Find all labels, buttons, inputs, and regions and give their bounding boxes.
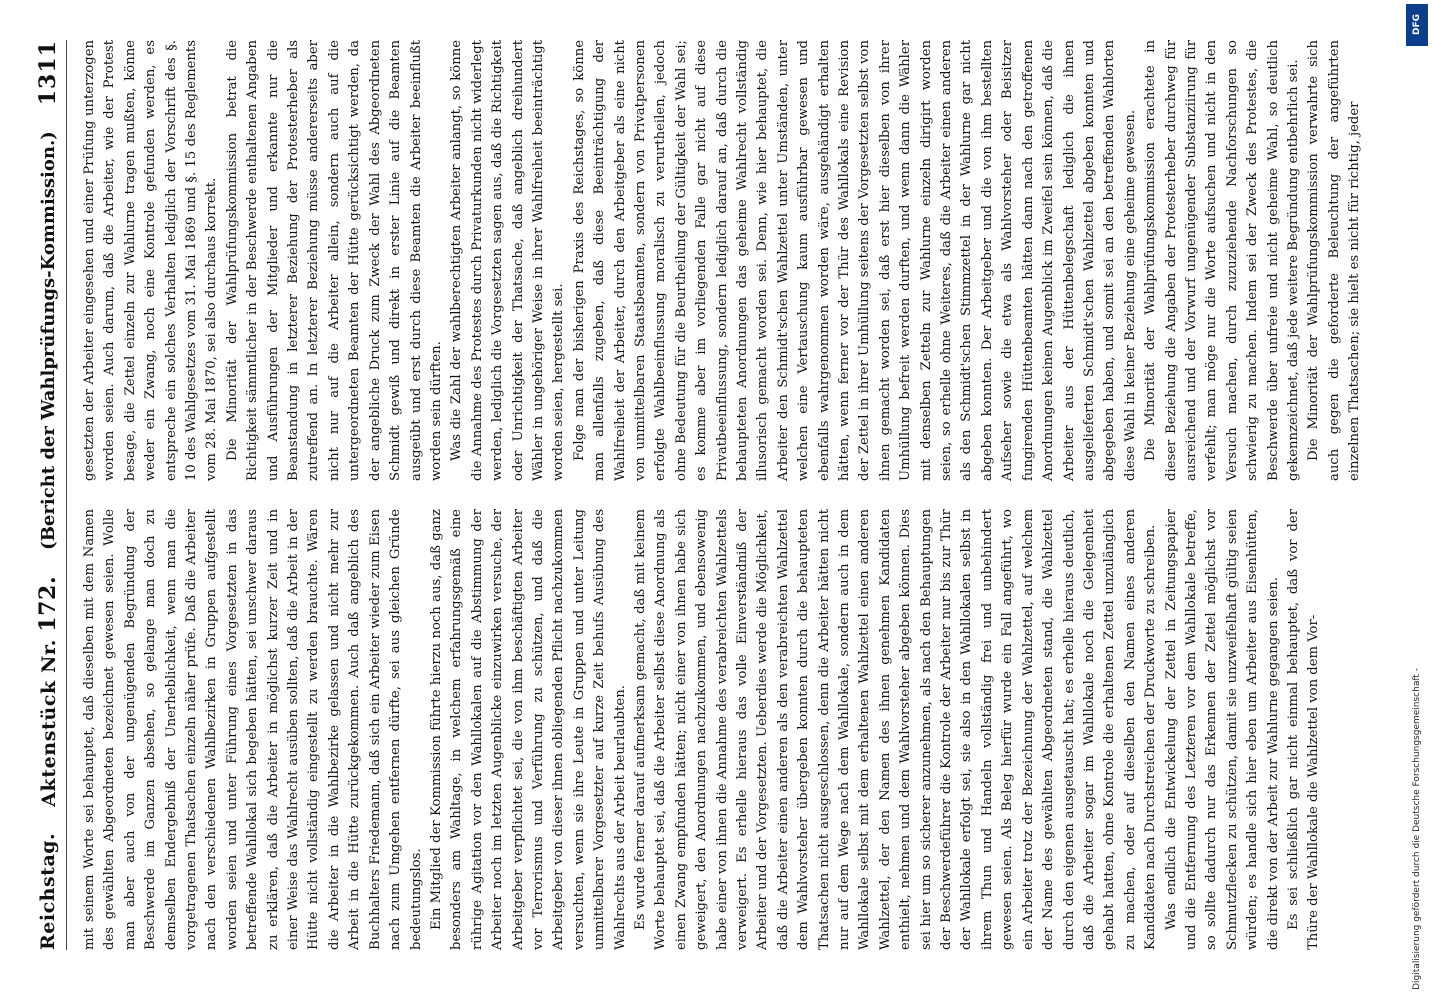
paragraph: gesetzten der Arbeiter eingesehen und einer Prüfung unterzogen worden seien. Auch darum, daß die Arbeiter, wie der Protest besage, die Zettel einzeln zur Wahlurne tragen mußten, könne weder ein Zwang, noch eine Kontrole gefunden werden, es entspreche ein solches Verhalten lediglich der Vorschrift des §. 10 des Wahlgesetzes vom 31. Mai 1869 und §. 15 des Reglements vom 28. Mai 1870, sei also durchaus korrekt. bbox=[82, 40, 220, 481]
column-right bbox=[80, 40, 1363, 481]
dfg-logo-text: DFG bbox=[1412, 14, 1422, 36]
digitization-credit bbox=[1406, 10, 1428, 990]
column-left bbox=[80, 509, 1320, 950]
paragraph: Es sei schließlich gar nicht einmal behauptet, daß vor der Thüre der Wahllokale die Wahlzettel von dem Vor- bbox=[1285, 509, 1322, 950]
paragraph: Ein Mitglied der Kommission führte hierzu noch aus, daß ganz besonders am Wahltage, in welchem erfahrungsgemäß eine rührige Agitation vor den Wahllokalen auf die Abstimmung der Arbeiter noch im letzten Augenblicke einzuwirken versuche, der Arbeitgeber verpflichtet sei, die von ihm beschäftigten Arbeiter vor Terrorismus und Verführung zu schützen, und daß die Arbeitgeber von dieser ihnen obliegenden Pflicht nachzukommen versuchten, wenn sie ihre Leute in Gruppen und unter Leitung unmittelbarer Vorgesetzter auf kurze Zeit behufs Ausübung des Wahlrechts aus der Arbeit beurlaubten. bbox=[428, 509, 628, 950]
page-number: 1311 bbox=[35, 40, 61, 106]
header-aktenstueck bbox=[35, 576, 61, 807]
header-aktenstueck-label: Aktenstück Nr. bbox=[38, 638, 60, 807]
paragraph: Es wurde ferner darauf aufmerksam gemacht, daß mit keinem Worte behauptet sei, daß die Arbeiter selbst diese Anordnung als einen Zwang empfunden hätten; nicht einer von ihnen habe sich geweigert, den Anordnungen nachzukommen, und ebensowenig habe einer von ihnen die Annahme des verabreichten Wahlzettels verweigert. Es erhelle hieraus das volle Einverständniß der Arbeiter und der Vorgesetzten. Ueberdies werde die Möglichkeit, daß die Arbeiter einen anderen als den verabreichten Wahlzettel dem Wahlvorsteher übergeben konnten durch die behaupteten Thatsachen nicht ausgeschlossen, denn die Arbeiter hätten nicht nur auf dem Wege nach dem Wahllokale, sondern auch in dem Wahllokale selbst mit dem erhaltenen Wahlzettel einen anderen Wahlzettel, der den Namen des ihnen genehmen Kandidaten enthielt, nehmen und dem Wahlvorsteher abgeben können. Dies sei hier um so sicherer anzunehmen, als nach den Behauptungen der Beschwerdeführer die Kontrole der Arbeiter nur bis zur Thür der Wahllokale erfolgt sei, sie also in den Wahllokalen selbst in ihrem Thun und Handeln vollständig frei und unbehindert gewesen seien. Als Beleg hierfür wurde ein Fall angeführt, wo ein Arbeiter trotz der Bezeichnung der Wahlzettel, auf welchem der Name des gewählten Abgeordneten stand, die Wahlzettel durch den eigenen ausgetauscht hat; es erhelle hieraus deutlich, daß die Arbeiter sogar im Wahllokale noch die Gelegenheit gehabt hatten, ohne Kontrole die erhaltenen Zettel unzulänglich zu machen, oder auf dieselben den Namen eines anderen Kandidaten nach Durchstreichen der Druckworte zu schreiben. bbox=[632, 509, 1159, 950]
paragraph: Die Minorität der Wahlprüfungskommission betrat die Richtigkeit sämmtlicher in der Beschwerde enthaltenen Angaben und Ausführungen der Mitglieder und erkannte nur die Beanstandung in letzterer Beziehung der Protesterheber als zutreffend an. In letzterer Beziehung müsse andererseits aber nicht nur auf die Arbeiter allein, sondern auch auf die untergeordneten Beamten der Hütte gerücksichtigt werden, da der angebliche Druck zum Zweck der Wahl des Abgeordneten Schmidt gewiß und direkt in erster Linie auf die Beamten ausgeübt und erst durch diese Beamten die Arbeiter beeinflußt worden sein dürften. bbox=[224, 40, 444, 481]
page-header bbox=[30, 40, 67, 950]
header-reichstag: Reichstag. bbox=[37, 832, 59, 950]
paragraph: Die Minorität der Wahlprüfungskommission verwahrte sich auch gegen die geforderte Beleuchtung der angeführten einzelnen Thatsachen; sie hielt es nicht für richtig, jeder bbox=[1306, 40, 1363, 481]
paragraph: Folge man der bisherigen Praxis des Reichstages, so könne man allenfalls zugeben, daß diese Beeinträchtigung der Wahlfreiheit der Arbeiter, durch den Arbeitgeber als eine nicht von unmittelbaren Staatsbeamten, sondern von Privatpersonen erfolgte Wahlbeeinflussung moralisch zu verurtheilen, jedoch ohne Bedeutung für die Beurtheilung der Gültigkeit der Wahl sei; es komme aber im vorliegenden Falle gar nicht auf diese Privatbeeinflussung, sondern lediglich darauf an, daß durch die behaupteten Anordnungen das geheime Wahlrecht vollständig illusorisch gemacht worden sei. Denn, wie hier behauptet, die Arbeiter den Schmidt'schen Wahlzettel unter Umständen, unter welchen eine Vertauschung kaum ausführbar gewesen und ebenfalls wahrgenommen worden wäre, ausgehändigt erhalten hätten, wenn ferner vor der Thür des Wahllokals eine Revision der Zettel in ihrer Umhüllung seitens der Vorgesetzten selbst von ihnen gemacht worden sei, daß erst hier dieselben von ihrer Umhüllung befreit werden durften, und wenn dann die Wähler mit denselben Zetteln zur Wahlurne einzeln dirigirt worden seien, so erhelle ohne Weiteres, daß die Arbeiter einen anderen als den Schmidt'schen Stimmzettel in der Wahlurne gar nicht abgeben konnten. Der Arbeitgeber und die von ihm bestellten Aufseher sowie die etwa als Wahlvorsteher oder Beisitzer fungirenden Hüttenbeamten hätten dann nach den getroffenen Anordnungen keinen Augenblick im Zweifel sein können, daß die Arbeiter aus der Hüttenbelegschaft lediglich die ihnen ausgelieferten Schmidt'schen Wahlzettel abgeben konnten und abgegeben haben, und somit sei an den betreffenden Wahlorten diese Wahl in keiner Beziehung eine geheime gewesen. bbox=[571, 40, 1138, 481]
header-report-title: (Bericht der Wahlprüfungs-Kommission.) bbox=[37, 131, 59, 550]
paragraph: Die Minorität der Wahlprüfungskommission erachtete in dieser Beziehung die Angaben der Protesterheber durchweg für ausreichend und der Vorwurf ungenügender Substanziirung für verfehlt; man möge nur die Worte aufsuchen und nicht in den Versuch machen, durch zuzuziehende Nachforschungen so schwierig zu machen. Indem sei der Zweck des Protestes, die Beschwerde über unfreie und nicht geheime Wahl, so deutlich gekennzeichnet, daß jede weitere Begründung entbehrlich sei. bbox=[1143, 40, 1301, 481]
digitization-credit-text: Digitalisierung gefördert durch die Deutsche Forschungsgemeinschaft - bbox=[1412, 668, 1422, 990]
header-aktenstueck-number: 172. bbox=[35, 575, 61, 632]
text-columns bbox=[80, 40, 1363, 950]
paragraph: Was die Zahl der wahlberechtigten Arbeiter anlangt, so könne die Annahme des Protestes durch Privaturkunden nicht widerlegt werden, lediglich die Vorgesetzten sagen aus, daß die Richtigkeit oder Unrichtigkeit der Thatsache, daß angeblich dreihundert Wähler in ungehöriger Weise in ihrer Wahlfreiheit beeinträchtigt worden seien, hergestellt sei. bbox=[449, 40, 567, 481]
paragraph: Was endlich die Entwickelung der Zettel in Zeitungspapier und die Entfernung des Letzteren vor dem Wahllokale betreffe, so sollte dadurch nur das Erkennen der Zettel möglichst vor Schmutzflecken zu schützen, damit sie unzweifelhaft gültig seien würden; es handle sich hier eben um Arbeiter aus Eisenhütten, die direkt von der Arbeit zur Wahlurne gegangen seien. bbox=[1163, 509, 1281, 950]
paragraph: mit seinem Worte sei behauptet, daß dieselben mit dem Namen des gewählten Abgeordneten bezeichnet gewesen seien. Wolle man aber auch von der ungenügenden Begründung der Beschwerde im Ganzen absehen, so gelange man doch zu demselben Endergebniß der Unerheblichkeit, wenn man die vorgetragenen Thatsachen einzeln näher prüfe. Daß die Arbeiter nach den verschiedenen Wahlbezirken in Gruppen aufgestellt worden seien und unter Führung eines Vorgesetzten in das betreffende Wahllokal sich begeben hätten, sei unschwer daraus zu erklären, daß die Arbeiter in möglichst kurzer Zeit und in einer Weise das Wahlrecht ausüben sollten, daß die Arbeit in der Hütte nicht vollständig eingestellt zu werden brauchte. Wären die Arbeiter in die Wahlbezirke gelassen und nicht mehr zur Arbeit in die Hütte zurückgekommen. Auch daß angeblich des Buchhalters Friedemann, daß sich ein Arbeiter wieder zum Eisen nach zum Umgehen entfernen dürfte, sei aus gleichen Gründe bedeutungslos. bbox=[82, 509, 424, 950]
